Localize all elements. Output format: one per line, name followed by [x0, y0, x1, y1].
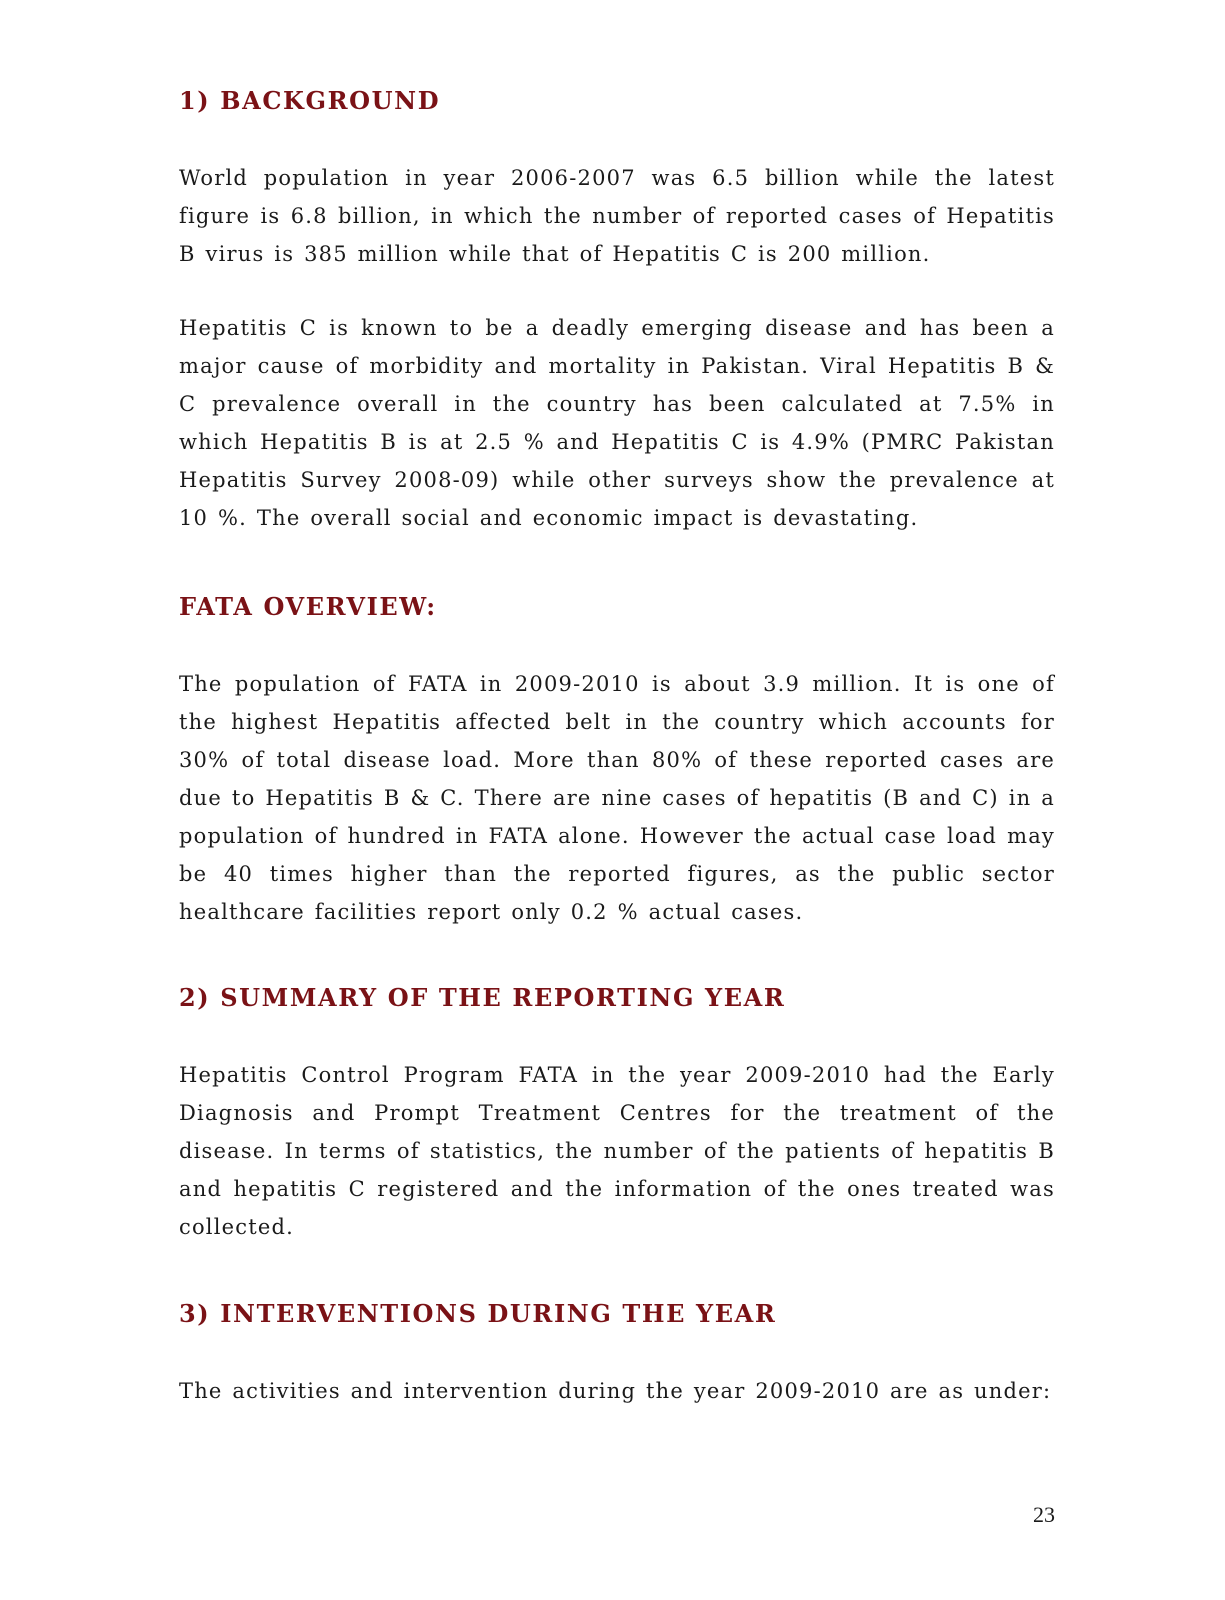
background-paragraph-2: Hepatitis C is known to be a deadly emerging disease and has been a major cause of morbidity and mortality in Pakistan. Viral Hepatitis B & C prevalence overall in the country has been calculated at 7.5% in which Hepatitis B is at 2.5 % and Hepatitis C is 4.9% (PMRC Pakistan Hepatitis Survey 2008-09) while other surveys show the prevalence at 10 %. The overall social and economic impact is devastating. — [179, 316, 1055, 530]
background-paragraph-1: World population in year 2006-2007 was 6.5 billion while the latest figure is 6.8 billion, in which the number of reported cases of Hepatitis B virus is 385 million while that of Hepatitis C is 200 million. — [179, 166, 1055, 266]
summary-heading: 2) SUMMARY OF THE REPORTING YEAR — [179, 983, 786, 1012]
page-number: 23 — [1033, 1502, 1055, 1527]
interventions-heading: 3) INTERVENTIONS DURING THE YEAR — [179, 1299, 777, 1328]
fata-overview-heading: FATA OVERVIEW: — [179, 592, 437, 621]
background-heading: 1) BACKGROUND — [179, 86, 441, 115]
summary-paragraph: Hepatitis Control Program FATA in the year 2009-2010 had the Early Diagnosis and Prompt Treatment Centres for the treatment of the disease. In terms of statistics, the number of the patients of hepatitis B and hepatitis C registered and the information of the ones treated was collected. — [179, 1063, 1055, 1239]
fata-overview-paragraph: The population of FATA in 2009-2010 is about 3.9 million. It is one of the highest Hepatitis affected belt in the country which accounts for 30% of total disease load. More than 80% of these reported cases are due to Hepatitis B & C. There are nine cases of hepatitis (B and C) in a population of hundred in FATA alone. However the actual case load may be 40 times higher than the reported figures, as the public sector healthcare facilities report only 0.2 % actual cases. — [179, 672, 1055, 924]
interventions-paragraph: The activities and intervention during the year 2009-2010 are as under: — [179, 1379, 1052, 1403]
